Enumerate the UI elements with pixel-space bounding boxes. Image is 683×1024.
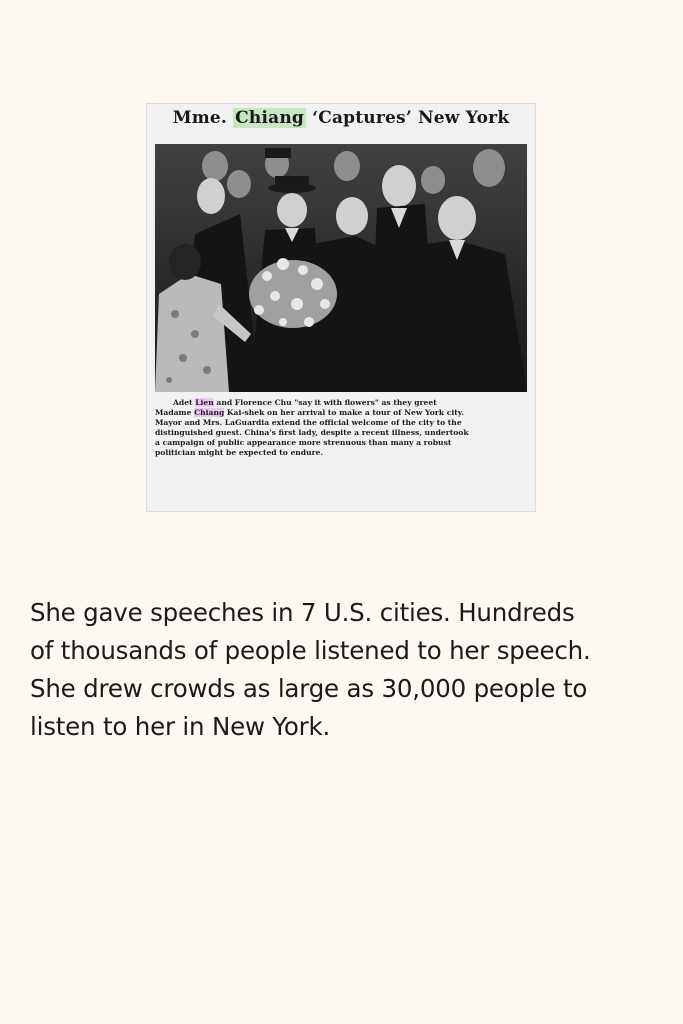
headline-highlight: Chiang (235, 108, 304, 128)
crowd-photo-image (155, 144, 527, 392)
news-photo (155, 144, 527, 392)
caption-line-1 (155, 398, 531, 408)
caption-line-3: Mayor and Mrs. LaGuardia extend the official welcome of the city to the (155, 418, 462, 427)
caption-highlight: Chiang (194, 408, 225, 417)
caption-line-4: distinguished guest. China's first lady, despite a recent illness, undertook (155, 428, 469, 437)
body-line-1: She gave speeches in 7 U.S. cities. Hundreds (30, 598, 575, 627)
caption-line-2 (155, 408, 531, 418)
body-paragraph (30, 594, 670, 746)
body-line-2: of thousands of people listened to her speech. (30, 636, 591, 665)
headline-suffix: ‘Captures’ New York (312, 108, 510, 128)
caption-text: Kai-shek on her arrival to make a tour of New York city. (224, 408, 464, 417)
photo-caption (155, 398, 531, 458)
caption-line-5: a campaign of public appearance more strenuous than many a robust (155, 438, 452, 447)
clipping-headline (147, 108, 535, 128)
body-line-4: listen to her in New York. (30, 712, 331, 741)
caption-line-6: politician might be expected to endure. (155, 448, 324, 457)
caption-text: Madame (155, 408, 195, 417)
caption-text: Adet (173, 398, 196, 407)
headline-prefix: Mme. (172, 108, 228, 128)
caption-text: and Florence Chu "say it with flowers" as they greet (213, 398, 437, 407)
body-line-3: She drew crowds as large as 30,000 people to (30, 674, 588, 703)
caption-highlight: Lien (195, 398, 214, 407)
newspaper-clipping (147, 104, 535, 511)
